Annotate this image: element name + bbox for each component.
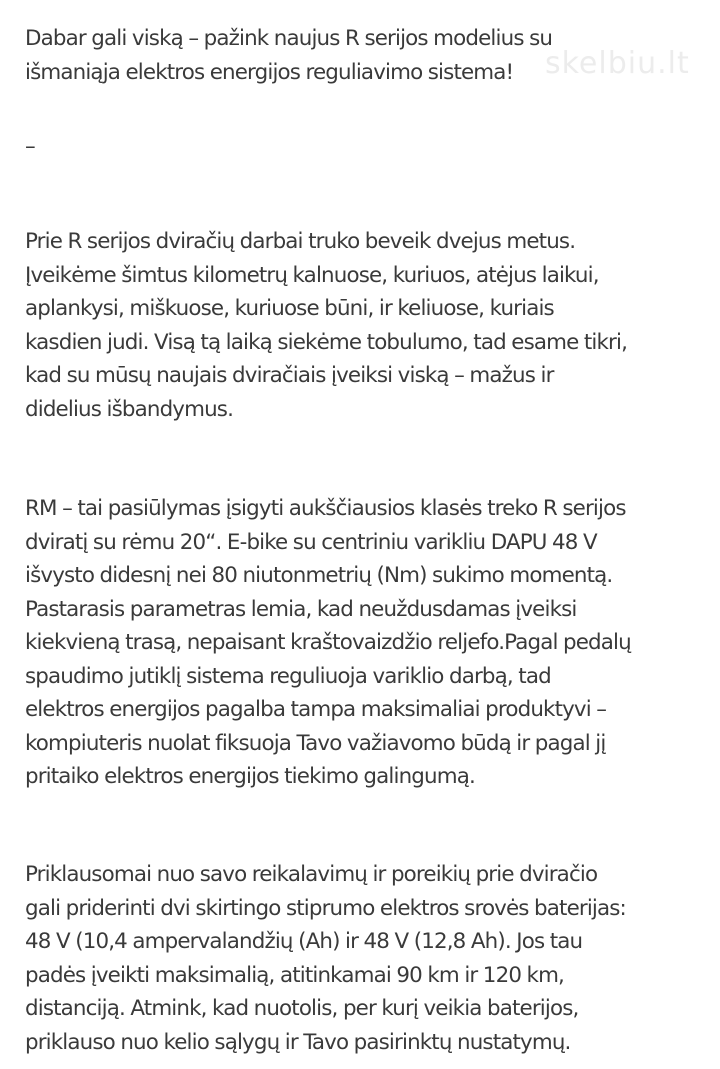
text-line: distanciją. Atmink, kad nuotolis, per kurį veikia baterijos, xyxy=(25,996,579,1021)
text-line: elektros energijos pagalba tampa maksimaliai produktyvi – xyxy=(25,697,607,722)
text-line: priklauso nuo kelio sąlygų ir Tavo pasirinktų nustatymų. xyxy=(25,1029,571,1055)
text-line: išvysto didesnį nei 80 niutonmetrių (Nm) sukimo momentą. xyxy=(25,563,613,588)
paragraph-rm-model xyxy=(25,492,631,794)
separator-dash xyxy=(25,130,35,164)
text-line: aplankysi, miškuose, kuriuose būni, ir keliuose, kuriais xyxy=(25,296,554,321)
text-line: RM – tai pasiūlymas įsigyti aukščiausios klasės treko R serijos xyxy=(25,496,626,521)
text-line: padės įveikti maksimalią, atitinkamai 90 km ir 120 km, xyxy=(25,962,565,988)
separator-text: – xyxy=(25,134,35,159)
paragraph-development xyxy=(25,225,627,426)
text-line: Priklausomai nuo savo reikalavimų ir poreikių prie dviračio xyxy=(25,862,598,887)
text-line: dviratį su rėmu 20“. E-bike su centriniu varikliu DAPU 48 V xyxy=(25,529,597,555)
text-line: išmaniąja elektros energijos reguliavimo sistema! xyxy=(25,59,514,85)
text-line: pritaiko elektros energijos tiekimo galingumą. xyxy=(25,764,475,789)
text-line: gali priderinti dvi skirtingo stiprumo elektros srovės baterijas: xyxy=(25,895,626,921)
text-line: kiekvieną trasą, nepaisant kraštovaizdžio reljefo.Pagal pedalų xyxy=(25,630,631,655)
text-line: didelius išbandymus. xyxy=(25,396,234,422)
text-line: kasdien judi. Visą tą laiką siekėme tobulumo, tad esame tikri, xyxy=(25,329,628,355)
intro-paragraph xyxy=(25,22,552,89)
text-line: spaudimo jutiklį sistema reguliuoja variklio darbą, tad xyxy=(25,663,551,689)
text-line: kad su mūsų naujais dviračiais įveiksi viską – mažus ir xyxy=(25,363,554,388)
text-line: 48 V (10,4 ampervalandžių (Ah) ir 48 V (12,8 Ah). Jos tau xyxy=(25,929,583,954)
paragraph-batteries xyxy=(25,858,626,1059)
watermark-logo: skelbiu.lt xyxy=(545,46,690,81)
text-line: Dabar gali viską – pažink naujus R serijos modelius su xyxy=(25,26,553,51)
text-line: Įveikėme šimtus kilometrų kalnuose, kuriuos, atėjus laikui, xyxy=(25,262,599,288)
text-line: Pastarasis parametras lemia, kad neuždusdamas įveiksi xyxy=(25,596,577,622)
text-line: Prie R serijos dviračių darbai truko beveik dvejus metus. xyxy=(25,229,576,254)
text-line: kompiuteris nuolat fiksuoja Tavo važiavomo būdą ir pagal jį xyxy=(25,730,606,756)
